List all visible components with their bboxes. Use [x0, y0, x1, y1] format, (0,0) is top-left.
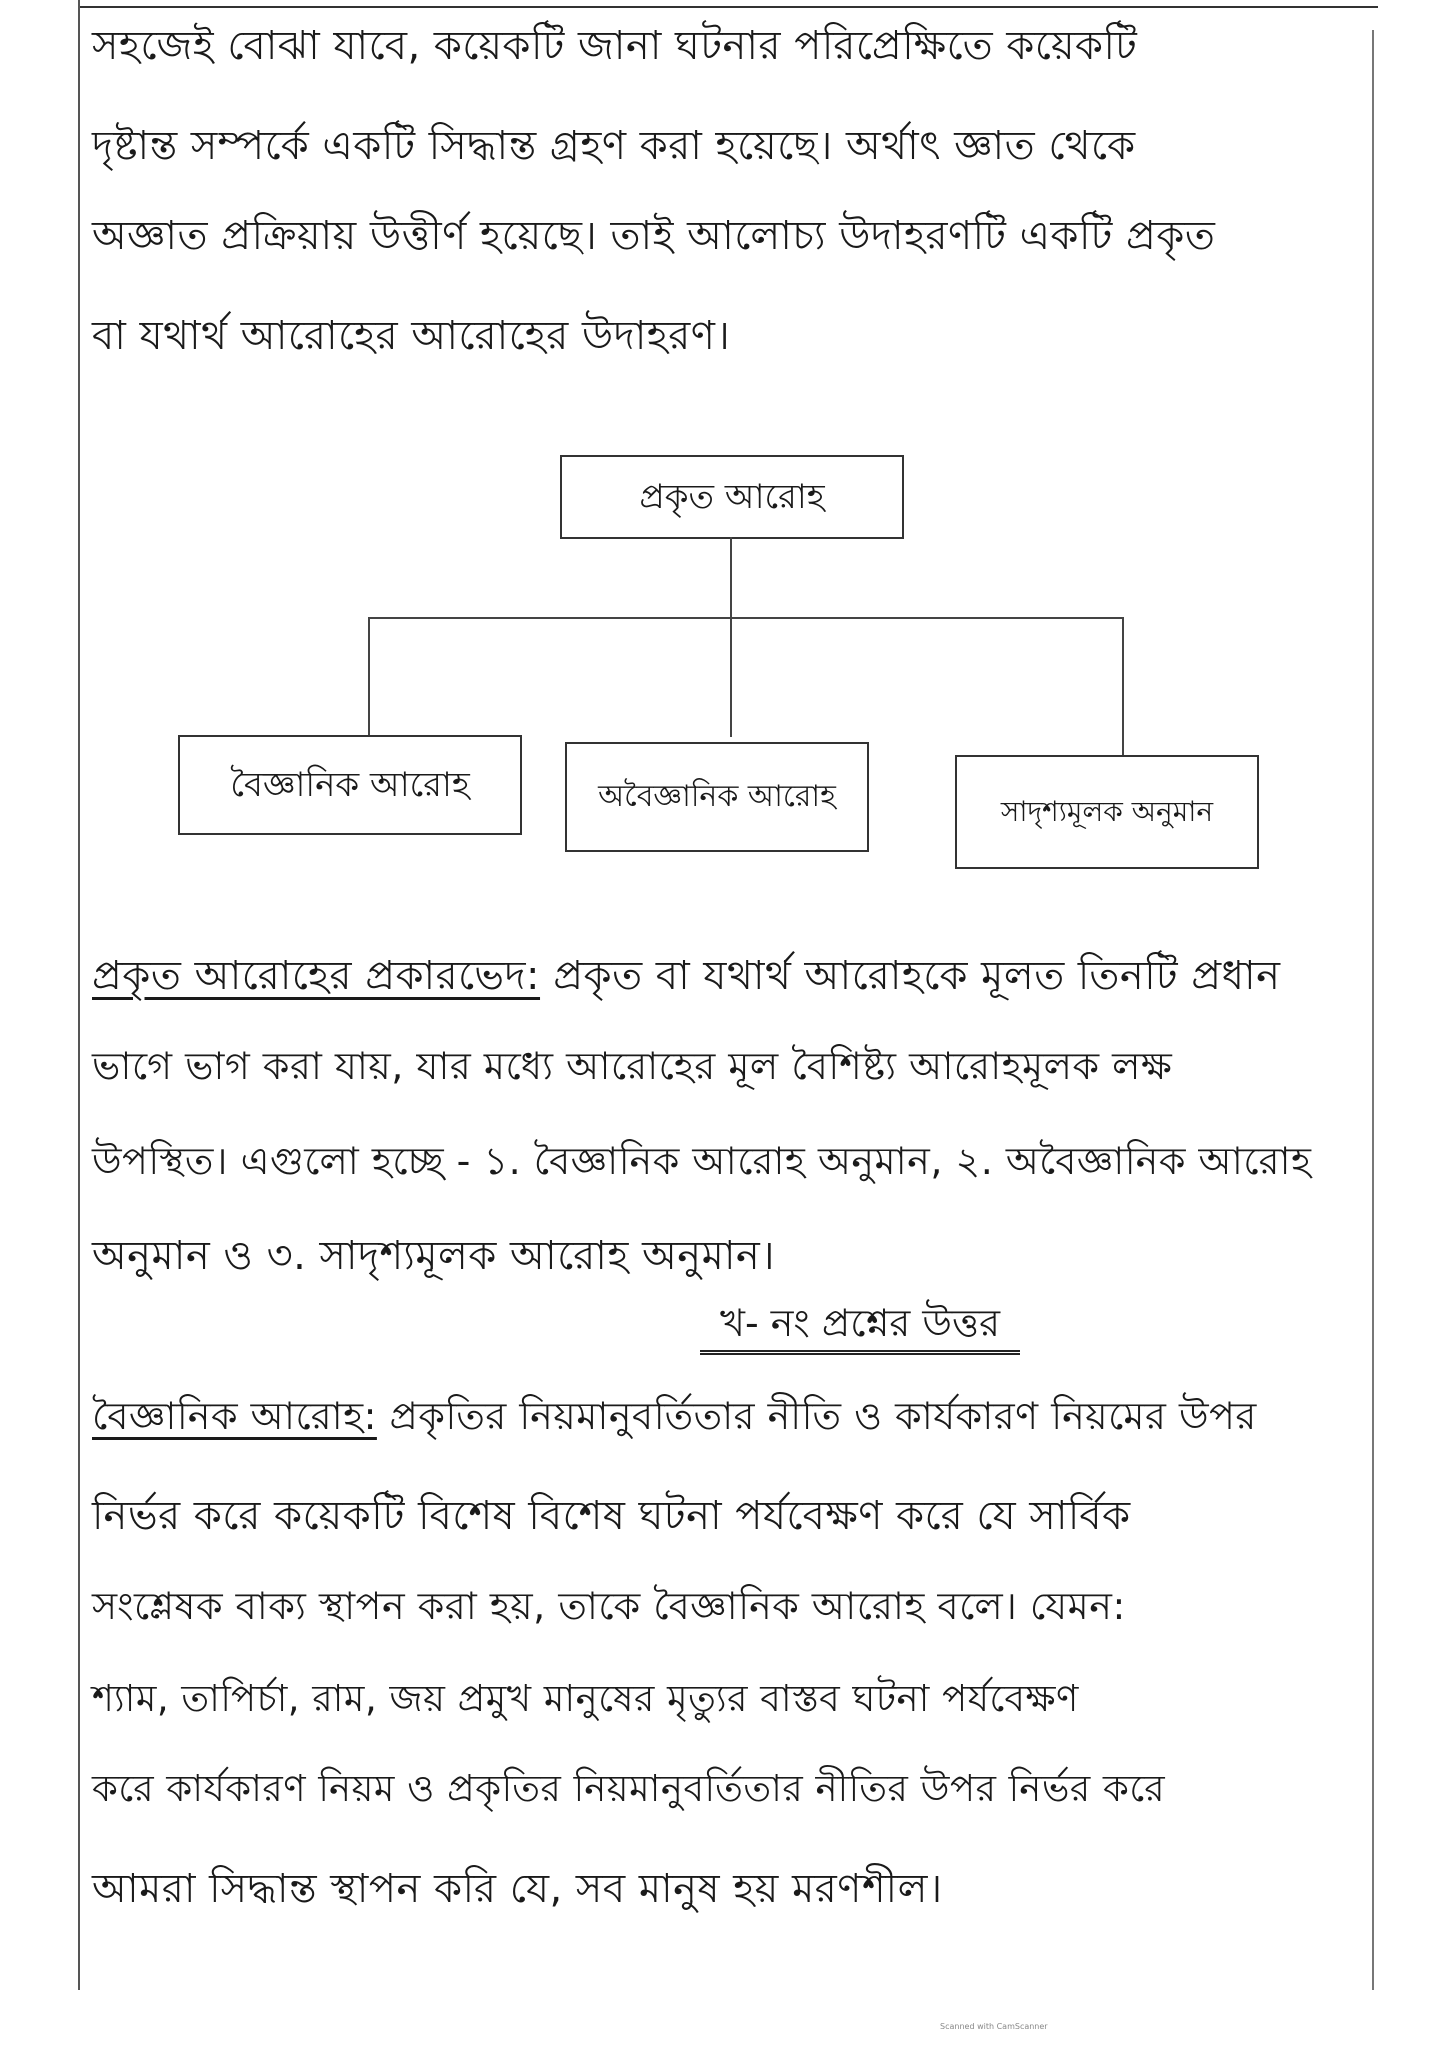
- diagram-child-box-2: [565, 742, 869, 852]
- scientific-heading: বৈজ্ঞানিক আরোহ:: [92, 1394, 377, 1438]
- scientific-line-5: করে কার্যকারণ নিয়ম ও প্রকৃতির নিয়মানুবর্তিতার নীতির উপর নির্ভর করে: [92, 1767, 1166, 1810]
- types-line-4: অনুমান ও ৩. সাদৃশ্যমূলক আরোহ অনুমান।: [92, 1233, 776, 1279]
- scientific-line-1-text: প্রকৃতির নিয়মানুবর্তিতার নীতি ও কার্যকারণ নিয়মের উপর: [389, 1394, 1257, 1438]
- intro-line-3: অজ্ঞাত প্রক্রিয়ায় উত্তীর্ণ হয়েছে। তাই আলোচ্য উদাহরণটি একটি প্রকৃত: [92, 213, 1216, 259]
- scientific-line-6: আমরা সিদ্ধান্ত স্থাপন করি যে, সব মানুষ হয় মরণশীল।: [92, 1866, 943, 1912]
- scientific-line-2: নির্ভর করে কয়েকটি বিশেষ বিশেষ ঘটনা পর্যবেক্ষণ করে যে সার্বিক: [92, 1493, 1131, 1539]
- diagram-child-label-1: বৈজ্ঞানিক আরোহ: [230, 765, 470, 805]
- scientific-line-4: শ্যাম, তাপির্চা, রাম, জয় প্রমুখ মানুষের মৃত্যুর বাস্তব ঘটনা পর্যবেক্ষণ: [92, 1677, 1079, 1720]
- diagram-root-box: [560, 455, 904, 539]
- diagram-child-label-3: সাদৃশ্যমূলক অনুমান: [1000, 795, 1214, 828]
- types-line-3: উপস্থিত। এগুলো হচ্ছে - ১. বৈজ্ঞানিক আরোহ অনুমান, ২. অবৈজ্ঞানিক আরোহ: [92, 1139, 1312, 1183]
- intro-line-1: সহজেই বোঝা যাবে, কয়েকটি জানা ঘটনার পরিপ্রেক্ষিতে কয়েকটি: [92, 23, 1138, 69]
- types-heading: প্রকৃত আরোহের প্রকারভেদ:: [92, 953, 541, 999]
- diagram-child-label-2: অবৈজ্ঞানিক আরোহ: [598, 779, 836, 814]
- types-line-1-text: প্রকৃত বা যথার্থ আরোহকে মূলত তিনটি প্রধান: [553, 953, 1281, 999]
- page-border-right: [1372, 30, 1374, 1990]
- diagram-child-box-3: [955, 755, 1259, 869]
- diagram-connector-right: [1122, 617, 1124, 757]
- intro-line-2: দৃষ্টান্ত সম্পর্কে একটি সিদ্ধান্ত গ্রহণ করা হয়েছে। অর্থাৎ জ্ঞাত থেকে: [92, 123, 1136, 169]
- scientific-line-3: সংশ্লেষক বাক্য স্থাপন করা হয়, তাকে বৈজ্ঞানিক আরোহ বলে। যেমন:: [92, 1584, 1126, 1628]
- diagram-connector-left: [368, 617, 370, 737]
- types-line-2: ভাগে ভাগ করা যায়, যার মধ্যে আরোহের মূল বৈশিষ্ট্য আরোহমূলক লক্ষ: [92, 1044, 1173, 1088]
- page-border-left: [78, 0, 80, 1990]
- scientific-line-1: [92, 1392, 1257, 1440]
- diagram-connector-root: [730, 537, 732, 627]
- diagram-connector-middle: [730, 617, 732, 737]
- diagram-root-label: প্রকৃত আরোহ: [639, 477, 825, 517]
- scanner-watermark: Scanned with CamScanner: [940, 2022, 1048, 2031]
- diagram-connector-horizontal: [368, 617, 1124, 619]
- types-line-1: [92, 952, 1280, 1000]
- answer-heading: খ- নং প্রশ্নের উত্তর: [700, 1300, 1020, 1355]
- intro-line-4: বা যথার্থ আরোহের আরোহের উদাহরণ।: [92, 313, 731, 359]
- page-border-top: [78, 6, 1378, 8]
- diagram-child-box-1: [178, 735, 522, 835]
